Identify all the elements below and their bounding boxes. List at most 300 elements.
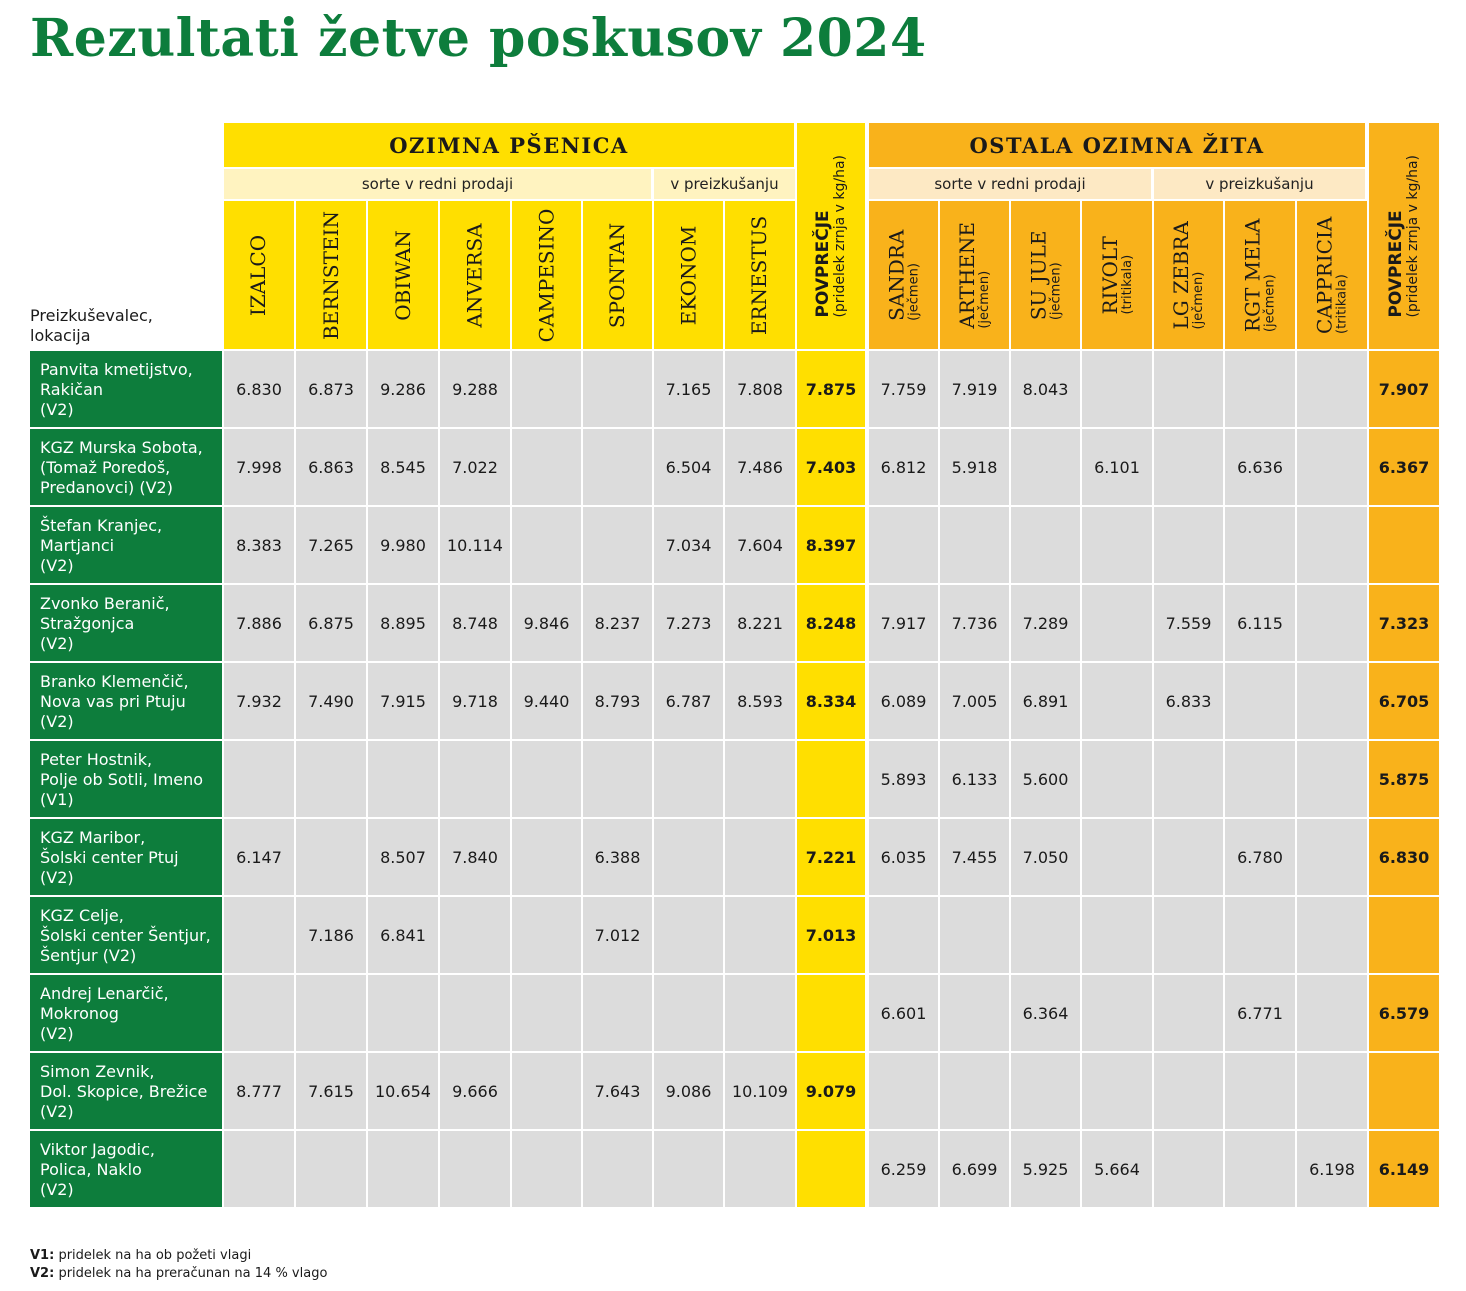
footnote-text: pridelek na ha ob požeti vlagi <box>54 1248 252 1263</box>
value-cell: 6.780 <box>1225 819 1295 895</box>
value-cell <box>1297 351 1367 427</box>
row-header-label-line: Preizkuševalec, <box>30 306 153 325</box>
location-line: Andrej Lenarčič, <box>40 984 169 1003</box>
value-cell <box>1225 663 1295 739</box>
variety-note: (ječmen) <box>1048 262 1064 320</box>
value-cell <box>1297 585 1367 661</box>
location-line: KGZ Maribor, <box>40 828 146 847</box>
value-cell <box>1154 1131 1223 1207</box>
value-cell: 8.593 <box>725 663 795 739</box>
value-cell: 5.925 <box>1011 1131 1080 1207</box>
value-cell <box>1082 507 1152 583</box>
value-cell: 6.035 <box>869 819 938 895</box>
group-band-other-cereals: OSTALA OZIMNA ŽITA <box>869 123 1365 167</box>
value-cell <box>583 507 652 583</box>
value-cell <box>1154 975 1223 1051</box>
vertical-label <box>747 215 772 335</box>
value-cell <box>869 1053 938 1129</box>
avg-value-cell-wheat <box>797 1131 865 1207</box>
value-cell: 6.364 <box>1011 975 1080 1051</box>
value-cell: 7.615 <box>296 1053 366 1129</box>
value-cell: 6.875 <box>296 585 366 661</box>
vertical-label <box>1097 235 1135 315</box>
value-cell <box>1297 507 1367 583</box>
value-cell: 6.787 <box>654 663 723 739</box>
value-cell: 6.873 <box>296 351 366 427</box>
value-cell: 7.919 <box>940 351 1009 427</box>
location-line: Panvita kmetijstvo, <box>40 360 193 379</box>
value-cell: 9.846 <box>512 585 581 661</box>
value-cell: 6.601 <box>869 975 938 1051</box>
variety-note: (ječmen) <box>977 270 993 329</box>
variety-note: (tritikala) <box>1334 273 1350 334</box>
variety-note: (ječmen) <box>1191 271 1207 330</box>
value-cell: 6.699 <box>940 1131 1009 1207</box>
value-cell: 8.793 <box>583 663 652 739</box>
value-cell <box>1154 741 1223 817</box>
value-cell <box>583 1131 652 1207</box>
value-cell: 6.388 <box>583 819 652 895</box>
value-cell <box>512 351 581 427</box>
location-line: (V2) <box>40 556 74 575</box>
vertical-label <box>318 210 343 340</box>
vertical-label <box>1385 154 1421 318</box>
vertical-label <box>1240 218 1278 332</box>
value-cell <box>512 429 581 505</box>
avg-value-cell-other: 6.579 <box>1369 975 1439 1051</box>
value-cell <box>1082 663 1152 739</box>
location-line: (V2) <box>40 634 74 653</box>
value-cell: 8.545 <box>368 429 438 505</box>
value-cell <box>1225 1131 1295 1207</box>
location-line: (V2) <box>40 400 74 419</box>
variety-header-ekonom <box>654 201 723 349</box>
avg-value-cell-other <box>1369 507 1439 583</box>
value-cell: 10.109 <box>725 1053 795 1129</box>
value-cell: 9.440 <box>512 663 581 739</box>
location-cell <box>30 507 222 583</box>
value-cell: 7.932 <box>224 663 294 739</box>
variety-name: IZALCO <box>246 234 271 316</box>
value-cell: 8.043 <box>1011 351 1080 427</box>
value-cell: 8.383 <box>224 507 294 583</box>
location-line: Simon Zevnik, <box>40 1062 155 1081</box>
value-cell <box>1082 585 1152 661</box>
location-line: KGZ Murska Sobota, <box>40 438 203 457</box>
avg-value-cell-wheat: 9.079 <box>797 1053 865 1129</box>
value-cell: 6.841 <box>368 897 438 973</box>
location-cell <box>30 819 222 895</box>
location-line: (V2) <box>40 868 74 887</box>
value-cell <box>1082 741 1152 817</box>
value-cell <box>1297 663 1367 739</box>
location-line: KGZ Celje, <box>40 906 124 925</box>
value-cell <box>1011 507 1080 583</box>
value-cell: 6.147 <box>224 819 294 895</box>
footnote-text: pridelek na ha preračunan na 14 % vlago <box>54 1266 328 1281</box>
location-cell <box>30 663 222 739</box>
value-cell <box>224 975 294 1051</box>
avg-value-cell-other <box>1369 897 1439 973</box>
subgroup-in-testing: v preizkušanju <box>1154 169 1365 199</box>
value-cell <box>583 975 652 1051</box>
value-cell <box>224 741 294 817</box>
value-cell: 7.643 <box>583 1053 652 1129</box>
value-cell: 8.507 <box>368 819 438 895</box>
value-cell <box>1154 897 1223 973</box>
value-cell: 9.718 <box>440 663 510 739</box>
value-cell: 6.891 <box>1011 663 1080 739</box>
location-line: (Tomaž Poredoš, <box>40 458 171 477</box>
location-line: Martjanci <box>40 536 115 555</box>
value-cell <box>654 975 723 1051</box>
vertical-label <box>246 234 271 316</box>
location-line: (V1) <box>40 790 74 809</box>
variety-header-izalco <box>224 201 294 349</box>
value-cell: 7.915 <box>368 663 438 739</box>
variety-name: POVPREČJE <box>1385 210 1406 318</box>
variety-note: (ječmen) <box>1262 273 1278 332</box>
value-cell: 9.286 <box>368 351 438 427</box>
value-cell <box>940 507 1009 583</box>
variety-header-campesino <box>512 201 581 349</box>
location-line: Šolski center Ptuj <box>40 848 179 867</box>
value-cell: 10.654 <box>368 1053 438 1129</box>
vertical-label <box>1171 221 1206 329</box>
variety-name: ANVERSA <box>462 222 487 328</box>
value-cell <box>869 507 938 583</box>
avg-header-other <box>1369 123 1439 349</box>
location-line: (V2) <box>40 1180 74 1199</box>
value-cell <box>1297 429 1367 505</box>
value-cell: 7.736 <box>940 585 1009 661</box>
value-cell <box>725 1131 795 1207</box>
variety-header-rivolt <box>1082 201 1152 349</box>
value-cell: 7.840 <box>440 819 510 895</box>
value-cell: 6.771 <box>1225 975 1295 1051</box>
variety-name: OBIWAN <box>390 229 415 321</box>
footnote-key: V2: <box>30 1266 55 1281</box>
value-cell <box>512 975 581 1051</box>
value-cell <box>1225 351 1295 427</box>
value-cell: 6.863 <box>296 429 366 505</box>
variety-header-obiwan <box>368 201 438 349</box>
variety-note: (tritikala) <box>1119 254 1135 315</box>
value-cell <box>296 1131 366 1207</box>
value-cell <box>1154 351 1223 427</box>
location-line: Zvonko Beranič, <box>40 594 170 613</box>
variety-name: CAPPRICIA <box>1312 216 1337 334</box>
value-cell: 5.893 <box>869 741 938 817</box>
value-cell <box>512 1053 581 1129</box>
value-cell: 6.089 <box>869 663 938 739</box>
value-cell <box>1082 897 1152 973</box>
value-cell <box>1225 1053 1295 1129</box>
variety-name: CAMPESINO <box>534 208 558 342</box>
location-line: Predanovci) (V2) <box>40 478 173 497</box>
vertical-label <box>957 222 992 329</box>
value-cell: 7.486 <box>725 429 795 505</box>
value-cell <box>512 507 581 583</box>
vertical-label <box>536 208 557 342</box>
value-cell: 6.133 <box>940 741 1009 817</box>
location-cell <box>30 429 222 505</box>
value-cell <box>1082 975 1152 1051</box>
location-line: Stražgonjca <box>40 614 135 633</box>
value-cell <box>1011 429 1080 505</box>
value-cell <box>1154 507 1223 583</box>
value-cell: 6.259 <box>869 1131 938 1207</box>
value-cell: 8.895 <box>368 585 438 661</box>
group-band-wheat: OZIMNA PŠENICA <box>224 123 794 167</box>
location-line: Šolski center Šentjur, <box>40 926 211 945</box>
variety-name: RIVOLT <box>1097 235 1122 315</box>
location-line: Dol. Skopice, Brežice <box>40 1082 208 1101</box>
location-cell <box>30 741 222 817</box>
location-line: (V2) <box>40 1024 74 1043</box>
value-cell <box>1225 507 1295 583</box>
vertical-label <box>1312 216 1350 334</box>
variety-note: (pridelek zrnja v kg/ha) <box>1404 154 1421 318</box>
avg-header-wheat <box>797 123 865 349</box>
value-cell: 6.101 <box>1082 429 1152 505</box>
location-line: Peter Hostnik, <box>40 750 153 769</box>
avg-value-cell-other: 7.323 <box>1369 585 1439 661</box>
variety-name: LG ZEBRA <box>1169 220 1194 330</box>
value-cell <box>440 1131 510 1207</box>
value-cell <box>1082 351 1152 427</box>
variety-note: (pridelek zrnja v kg/ha) <box>831 154 848 318</box>
location-line: Štefan Kranjec, <box>40 516 163 535</box>
value-cell <box>654 1131 723 1207</box>
value-cell <box>368 1131 438 1207</box>
value-cell: 6.812 <box>869 429 938 505</box>
location-cell <box>30 897 222 973</box>
subgroup-in-testing: v preizkušanju <box>654 169 795 199</box>
avg-value-cell-other: 6.367 <box>1369 429 1439 505</box>
page-title: Rezultati žetve poskusov 2024 <box>30 8 927 69</box>
value-cell: 7.917 <box>869 585 938 661</box>
value-cell <box>725 741 795 817</box>
avg-value-cell-wheat: 8.397 <box>797 507 865 583</box>
location-cell <box>30 1131 222 1207</box>
variety-header-anversa <box>440 201 510 349</box>
value-cell: 8.221 <box>725 585 795 661</box>
avg-value-cell-wheat: 7.875 <box>797 351 865 427</box>
subgroup-regular-sale: sorte v redni prodaji <box>869 169 1151 199</box>
value-cell: 7.186 <box>296 897 366 973</box>
value-cell: 7.273 <box>654 585 723 661</box>
value-cell: 9.086 <box>654 1053 723 1129</box>
value-cell <box>1297 741 1367 817</box>
value-cell <box>725 819 795 895</box>
location-line: Polje ob Sotli, Imeno <box>40 770 204 789</box>
location-line: (V2) <box>40 1102 74 1121</box>
value-cell: 7.265 <box>296 507 366 583</box>
value-cell <box>1011 897 1080 973</box>
value-cell <box>1225 741 1295 817</box>
value-cell: 6.115 <box>1225 585 1295 661</box>
value-cell: 9.980 <box>368 507 438 583</box>
location-line: (V2) <box>40 712 74 731</box>
value-cell <box>512 741 581 817</box>
value-cell: 7.886 <box>224 585 294 661</box>
location-line: Šentjur (V2) <box>40 946 137 965</box>
variety-header-rgt-mela <box>1225 201 1295 349</box>
location-cell <box>30 585 222 661</box>
subgroup-regular-sale: sorte v redni prodaji <box>224 169 651 199</box>
value-cell: 8.777 <box>224 1053 294 1129</box>
variety-name: BERNSTEIN <box>318 210 343 340</box>
variety-note: (ječmen) <box>906 262 922 321</box>
footnote <box>30 1248 251 1263</box>
variety-name: SANDRA <box>884 229 909 321</box>
value-cell <box>940 1053 1009 1129</box>
avg-value-cell-wheat: 7.221 <box>797 819 865 895</box>
value-cell <box>1154 1053 1223 1129</box>
value-cell <box>583 351 652 427</box>
value-cell <box>1082 819 1152 895</box>
value-cell: 9.288 <box>440 351 510 427</box>
value-cell <box>224 1131 294 1207</box>
avg-value-cell-wheat <box>797 975 865 1051</box>
value-cell <box>512 1131 581 1207</box>
vertical-label <box>886 229 921 320</box>
avg-value-cell-wheat: 8.334 <box>797 663 865 739</box>
variety-header-spontan <box>583 201 652 349</box>
variety-name: EKONOM <box>676 225 700 325</box>
vertical-label <box>1028 230 1063 320</box>
value-cell: 7.490 <box>296 663 366 739</box>
value-cell <box>725 975 795 1051</box>
value-cell: 6.636 <box>1225 429 1295 505</box>
value-cell <box>583 429 652 505</box>
variety-name: ARTHENE <box>955 221 980 329</box>
avg-value-cell-other: 7.907 <box>1369 351 1439 427</box>
value-cell: 6.833 <box>1154 663 1223 739</box>
value-cell: 7.808 <box>725 351 795 427</box>
value-cell <box>1225 897 1295 973</box>
location-line: Nova vas pri Ptuju <box>40 692 186 711</box>
value-cell: 5.918 <box>940 429 1009 505</box>
value-cell: 8.237 <box>583 585 652 661</box>
value-cell: 7.022 <box>440 429 510 505</box>
value-cell <box>725 897 795 973</box>
value-cell: 7.998 <box>224 429 294 505</box>
location-cell <box>30 351 222 427</box>
value-cell: 6.830 <box>224 351 294 427</box>
variety-header-arthene <box>940 201 1009 349</box>
value-cell <box>654 741 723 817</box>
vertical-label <box>678 225 699 325</box>
footnote <box>30 1266 327 1281</box>
avg-value-cell-other: 6.830 <box>1369 819 1439 895</box>
value-cell <box>296 819 366 895</box>
value-cell: 7.604 <box>725 507 795 583</box>
location-line: Rakičan <box>40 380 104 399</box>
location-line: Branko Klemenčič, <box>40 672 189 691</box>
value-cell <box>1297 819 1367 895</box>
row-header-label <box>30 306 153 346</box>
value-cell: 7.005 <box>940 663 1009 739</box>
vertical-label <box>390 229 415 321</box>
value-cell: 7.455 <box>940 819 1009 895</box>
value-cell <box>512 897 581 973</box>
value-cell: 7.050 <box>1011 819 1080 895</box>
value-cell: 6.504 <box>654 429 723 505</box>
value-cell: 7.559 <box>1154 585 1223 661</box>
value-cell: 7.034 <box>654 507 723 583</box>
value-cell <box>654 819 723 895</box>
value-cell <box>1082 1053 1152 1129</box>
value-cell: 9.666 <box>440 1053 510 1129</box>
value-cell <box>440 741 510 817</box>
variety-name: RGT MELA <box>1240 218 1265 332</box>
location-line: Viktor Jagodic, <box>40 1140 155 1159</box>
value-cell <box>1154 819 1223 895</box>
value-cell <box>296 975 366 1051</box>
avg-value-cell-wheat: 7.403 <box>797 429 865 505</box>
avg-value-cell-wheat: 8.248 <box>797 585 865 661</box>
value-cell <box>1297 897 1367 973</box>
row-header-label-line: lokacija <box>30 326 91 345</box>
avg-value-cell-other: 6.705 <box>1369 663 1439 739</box>
avg-value-cell-other: 5.875 <box>1369 741 1439 817</box>
value-cell: 6.198 <box>1297 1131 1367 1207</box>
vertical-label <box>812 154 848 318</box>
footnote-key: V1: <box>30 1248 55 1263</box>
avg-value-cell-wheat <box>797 741 865 817</box>
value-cell <box>368 741 438 817</box>
value-cell <box>224 897 294 973</box>
value-cell <box>512 819 581 895</box>
location-line: Mokronog <box>40 1004 119 1023</box>
variety-header-lg-zebra <box>1154 201 1223 349</box>
avg-value-cell-wheat: 7.013 <box>797 897 865 973</box>
location-line: Polica, Naklo <box>40 1160 142 1179</box>
value-cell <box>1154 429 1223 505</box>
value-cell: 5.600 <box>1011 741 1080 817</box>
value-cell: 8.748 <box>440 585 510 661</box>
value-cell: 10.114 <box>440 507 510 583</box>
value-cell <box>296 741 366 817</box>
variety-header-cappricia <box>1297 201 1367 349</box>
value-cell <box>440 975 510 1051</box>
value-cell <box>869 897 938 973</box>
variety-name: ERNESTUS <box>747 215 772 335</box>
value-cell: 7.759 <box>869 351 938 427</box>
variety-name: SPONTAN <box>605 222 629 328</box>
avg-value-cell-other <box>1369 1053 1439 1129</box>
variety-name: POVPREČJE <box>812 210 833 318</box>
variety-name: SU JULE <box>1026 230 1051 320</box>
location-cell <box>30 1053 222 1129</box>
variety-header-ernestus <box>725 201 795 349</box>
value-cell: 7.289 <box>1011 585 1080 661</box>
value-cell: 7.012 <box>583 897 652 973</box>
variety-header-sandra <box>869 201 938 349</box>
value-cell <box>368 975 438 1051</box>
value-cell <box>940 897 1009 973</box>
value-cell <box>654 897 723 973</box>
vertical-label <box>462 222 487 328</box>
variety-header-su-jule <box>1011 201 1080 349</box>
value-cell <box>940 975 1009 1051</box>
value-cell: 5.664 <box>1082 1131 1152 1207</box>
variety-header-bernstein <box>296 201 366 349</box>
value-cell <box>1011 1053 1080 1129</box>
vertical-label <box>607 222 628 327</box>
